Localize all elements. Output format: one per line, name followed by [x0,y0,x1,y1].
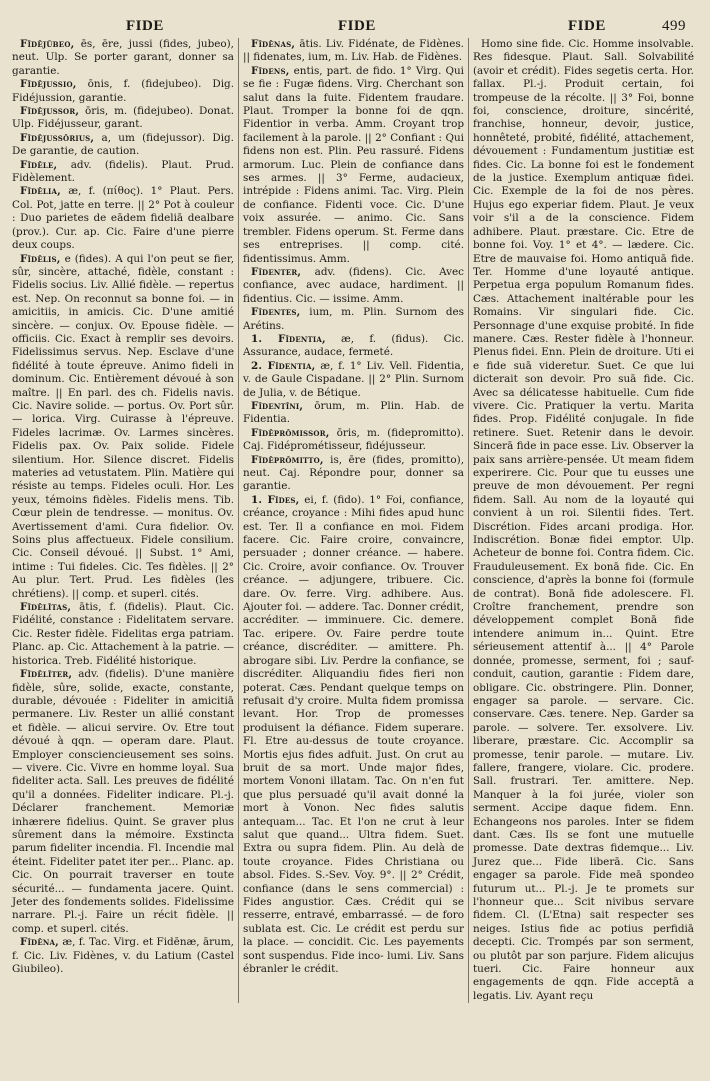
entry-definition: ōris, m. (fidepromitto). Caj. Fidéprométisseur, fidéjusseur. [243,426,464,453]
entry-definition: æ, f. (πίθος). 1° Plaut. Pers. Col. Pot, jatte en terre. || 2° Pot à couleur : Duo parietes de eādem fideliā dealbare (prov.). Cur. ap. Cic. Faire d'une pierre deux coups. [12,185,234,252]
entry-definition: ōris, m. (fidejubeo). Donat. Ulp. Fidéjusseur, garant. [12,105,234,131]
entry-headword: Fĭdēle, [20,158,58,171]
running-head-center: FIDE [338,18,376,34]
running-head-left: FIDE [126,18,164,34]
entry-definition: æ, f. 1° Liv. Vell. Fidentia, v. de Gaule Cispadane. || 2° Plin. Surnom de Julia, v. de Bétique. [243,359,464,399]
dictionary-entry [243,333,464,360]
entry-definition: ei, f. (fido). 1° Foi, confiance, créance, croyance : Mihi fides apud hunc est. Ter. Il a confiance en moi. Fidem facere. Cic. Faire croire, convaincre, persuader ; donner créance. — habere. Cic. Croire, avoir confiance. Ov. Trouver créance. — adjungere, tribuere. Cic. dare. Ov. ferre. Virg. adhibere. Aus. Ajouter foi. — addere. Tac. Donner crédit, accréditer. — imminuere. Cic. demere. Tac. eripere. Ov. Faire perdre toute créance, discréditer. — amittere. Ph. abrogare sibi. Liv. Perdre la confiance, se discréditer. Aliquandiu fides fieri non poterat. Cæs. Pendant quelque temps on refusait d'y croire. Multa fidem promissa levant. Hor. Trop de promesses produisent la défiance. Fidem superare. Fl. Etre au-dessus de toute croyance. Mortis ejus fides adfuit. Just. On crut au bruit de sa mort. Unde major fides, mortem Vononi illatam. Tac. On n'en fut que plus persuadé qu'il avait donné la mort à Vonon. Nec fides salutis antequam... Tac. Et l'on ne crut à leur salut que quand... Ultra fidem. Suet. Extra ou supra fidem. Plin. Au delà de toute croyance. Fides Christiana ou absol. Fides. S.-Sev. Voy. 9°. || 2° Crédit, confiance (dans le sens commercial) : Fides angustior. Cæs. Crédit qui se resserre, entravé, embarrassé. — de foro sublata est. Cic. Le crédit est perdu sur la place. — concidit. Cic. Les payements sont suspendus. Fide inco- lumi. Liv. Sans ébranler le crédit. [243,493,464,976]
columns [8,38,700,1003]
entry-headword: Fīdentīni, [251,399,304,412]
dictionary-entry [12,105,234,132]
entry-definition: ōrum, m. Plin. Hab. de Fidentia. [243,399,464,426]
entry-definition: a, um (fidejussor). Dig. De garantie, de caution. [12,131,234,158]
entry-definition: entis, part. de fido. 1° Virg. Qui se fie : Fugæ fidens. Virg. Cherchant son salut dans la fuite. Fidentem fraudare. Plaut. Tromper la bonne foi de qqn. Fidentior in verba. Amm. Croyant trop facilement à la parole. || 2° Confiant : Qui fidens non est. Plin. Peu rassuré. Fidens armorum. Luc. Plein de confiance dans ses armes. || 3° Ferme, audacieux, intrépide : Fidens animi. Tac. Virg. Plein de confiance. Fidenti voce. Cic. D'une voix assurée. — animo. Cic. Sans trembler. Fidens operum. St. Ferme dans ses entreprises. || comp. cité. fidentissimus. Amm. [243,64,464,265]
entry-definition: ātis, f. (fidelis). Plaut. Cic. Fidélité, constance : Fidelitatem servare. Cic. Rester fidèle. Fidelitas erga patriam. Planc. ap. Cic. Attachement à la patrie. — historica. Treb. Fidélité historique. [12,601,234,667]
dictionary-entry [12,38,234,78]
dictionary-entry [243,38,464,65]
entry-definition: adv. (fidelis). Plaut. Prud. Fidèlement. [12,158,234,185]
entry-headword: Fīdentes, [251,306,301,319]
column-1 [8,38,238,1003]
dictionary-entry [243,454,464,494]
entry-headword: Fĭdēlia, [20,185,61,198]
dictionary-entry [12,253,234,602]
entry-headword: Fĭdējussōrius, [20,131,95,144]
entry-headword: Fĭdēprōmissor, [251,426,330,439]
entry-headword: Fĭdēlis, [20,252,61,265]
entry-headword: 1. Fĭdes, [251,493,300,506]
dictionary-entry [243,360,464,400]
entry-headword: Fĭdējussio, [20,78,77,91]
dictionary-entry [473,38,694,1003]
entry-headword: Fīdens, [251,64,290,77]
dictionary-entry [12,936,234,976]
dictionary-entry [243,494,464,977]
dictionary-entry [12,132,234,159]
entry-headword: Fĭdēlĭter, [20,668,73,681]
dictionary-entry [12,601,234,668]
dictionary-entry [243,65,464,266]
entry-headword: Fīdenter, [251,265,302,278]
running-head [8,8,700,38]
dictionary-entry [12,185,234,252]
entry-headword: Fĭdēprōmitto, [251,453,324,466]
entry-definition: ōnis, f. (fidejubeo). Dig. Fidéjussion, garantie. [12,78,234,104]
entry-headword: Fĭdējussor, [20,105,80,118]
entry-definition: adv. (fidelis). D'une manière fidèle, sûre, solide, exacte, constante, durable, dévouée : Fideliter in amicitiā permanere. Liv. Rester un allié constant et fidèle. — alicui servire. Ov. Etre tout dévoué à qqn. — operam dare. Plaut. Employer consciencieusement ses soins. — vivere. Cic. Vivre en homme loyal. Sua fideliter acta. Sall. Les preuves de fidélité qu'il a données. Fideliter indicare. Pl.-j. Déclarer franchement. Memoriæ inhærere fidelius. Quint. Se graver plus sûrement dans la mémoire. Exstincta parum fideliter incendia. Fl. Incendie mal éteint. Fideliter patet iter per... Planc. ap. Cic. On pourrait traverser en toute sécurité... — fundamenta jacere. Quint. Jeter des fondements solides. Fidelissime narrare. Pl.-j. Faire un récit fidèle. || comp. et superl. cités. [12,668,234,935]
entry-definition: Homo sine fide. Cic. Homme insolvable. Res fidesque. Plaut. Sall. Solvabilité (avoir et crédit). Fides segetis certa. Hor. fallax. Pl.-j. Produit certain, foi trompeuse de la récolte. || 3° Foi, bonne foi, conscience, droiture, sincérité, franchise, honneur, devoir, justice, honnêteté, probité, fidélité, attachement, dévouement : Fundamentum justitiæ est fides. Cic. La bonne foi est le fondement de la justice. Exemplum antiquæ fidei. Cic. Exemple de la foi de nos pères. Hujus ego experiar fidem. Plaut. Je veux voir s'il a de la conscience. Fidem adhibere. Plaut. præstare. Cic. Etre de bonne foi. Voy. 1° et 4°. — lædere. Cic. Etre de mauvaise foi. Homo antiquā fide. Ter. Homme d'une loyauté antique. Perpetua erga populum Romanum fides. Cæs. Attachement inaltérable pour les Romains. Vir singulari fide. Cic. Personnage d'une exquise probité. In fide manere. Cæs. Rester fidèle à l'honneur. Plenus fidei. Enn. Plein de droiture. Uti ei e fide suā videretur. Suet. Ce que lui dicterait son devoir. Pro suā fide. Cic. Avec sa délicatesse habituelle. Cum fide vivere. Cic. Pratiquer la vertu. Marita fides. Prop. Fidélité conjugale. In fide retinere. Suet. Retenir dans le devoir. Sincerā fide in pace esse. Liv. Observer la paix sans arrière-pensée. Ut meam fidem experirere. Cic. Pour que tu eusses une preuve de mon dévouement. Per regni fidem. Sall. Au nom de la loyauté qui convient à un roi. Silentii fides. Tert. Discrétion. Fides arcani prodiga. Hor. Indiscrétion. Bonæ fidei emptor. Ulp. Acheteur de bonne foi. Contra fidem. Cic. Frauduleusement. Ex bonā fide. Cic. En conscience, d'après la bonne foi (formule de contrat). Bonā fide adolescere. Fl. Croître franchement, prendre son développement complet Bonā fide intendere animum in... Quint. Etre sérieusement attentif à... || 4° Parole donnée, promesse, serment, foi ; sauf-conduit, caution, garantie : Fidem dare, obligare. Cic. obstringere. Plin. Donner, engager sa parole. — servare. Cic. conservare. Cæs. tenere. Nep. Garder sa parole. — solvere. Ter. exsolvere. Liv. liberare, præstare. Cic. Accomplir sa promesse, tenir parole. — mutare. Liv. fallere, frangere, violare. Cic. prodere. Sall. frustrari. Ter. amittere. Nep. Manquer à la foi jurée, violer son serment. Accipe daque fidem. Enn. Echangeons nos paroles. Inter se fidem dant. Cæs. Ils se font une mutuelle promesse. Date dextras fidemque... Liv. Jurez que... Fide liberā. Cic. Sans engager sa parole. Fide meā spondeo futurum ut... Pl.-j. Je te promets sur l'honneur que... Scit nivibus servare fidem. Cl. (L'Etna) sait respecter ses neiges. Istius fide ac potius perfidiā decepti. Cic. Trompés par son serment, ou plutôt par son parjure. Fidem alicujus tueri. Cic. Faire honneur aux engagements de qqn. Fide acceptā a legatis. Liv. Ayant reçu [473,38,694,1002]
entry-definition: æ, f. Tac. Virg. et Fidēnæ, ārum, f. Cic. Liv. Fidènes, v. du Latium (Castel Giubileo). [12,936,234,976]
dictionary-entry [243,266,464,306]
dictionary-entry [12,78,234,105]
entry-definition: ēs, ēre, jussi (fides, jubeo), neut. Ulp. Se porter garant, donner sa garantie. [12,38,234,77]
entry-headword: Fīdēna, [20,936,59,949]
column-3 [468,38,698,1003]
page-number: 499 [662,18,686,34]
entry-definition: ium, m. Plin. Surnom des Arétins. [243,306,464,332]
column-2 [238,38,468,1003]
dictionary-entry [12,159,234,186]
entry-definition: is, ēre (fides, promitto), neut. Caj. Répondre pour, donner sa garantie. [243,453,464,493]
running-head-right: FIDE [568,18,606,34]
entry-definition: æ, f. (fidus). Cic. Assurance, audace, fermeté. [243,332,464,359]
entry-headword: 2. Fīdentia, [251,359,316,372]
entry-headword: Fĭdējŭbeo, [20,38,75,50]
entry-definition: e (fides). A qui l'on peut se fier, sûr, sincère, attaché, fidèle, constant : Fidelis socius. Liv. Allié fidèle. — repertus est. Nep. On reconnut sa bonne foi. — in amicitiis, in amicis. Cic. D'une amitié sincère. — conjux. Ov. Epouse fidèle. — officiis. Cic. Exact à remplir ses devoirs. Fidelissimus servus. Nep. Esclave d'une fidélité à toute épreuve. Animo fideli in dominum. Cic. Entièrement dévoué à son maître. || En parl. des ch. Fidelis navis. Cic. Navire solide. — portus. Ov. Port sûr. — lorica. Virg. Cuirasse à l'épreuve. Fideles lacrimæ. Ov. Larmes sincères. Fidelis pax. Ov. Paix solide. Fidele silentium. Hor. Silence discret. Fidelis materies ad vetustatem. Plin. Matière qui résiste au temps. Fideles oculi. Hor. Les yeux, témoins fidèles. Fidelis mens. Tib. Cœur plein de tendresse. — monitus. Ov. Avertissement d'ami. Cura fidelior. Ov. Soins plus affectueux. Fidele consilium. Cic. Conseil dévoué. || Subst. 1° Ami, intime : Tui fideles. Cic. Tes fidèles. || 2° Au plur. Tert. Prud. Les fidèles (les chrétiens). || comp. et superl. cités. [12,252,234,600]
dictionary-entry [12,668,234,936]
dictionary-entry [243,306,464,333]
entry-definition: ātis. Liv. Fidénate, de Fidènes. || fidenates, ium, m. Liv. Hab. de Fidènes. [243,38,464,64]
dictionary-entry [243,427,464,454]
dictionary-entry [243,400,464,427]
entry-definition: adv. (fidens). Cic. Avec confiance, avec audace, hardiment. || fidentius. Cic. — issime. Amm. [243,265,464,305]
entry-headword: Fīdēnas, [251,38,296,50]
entry-headword: 1. Fīdentia, [251,332,326,345]
entry-headword: Fĭdēlĭtas, [20,601,72,614]
